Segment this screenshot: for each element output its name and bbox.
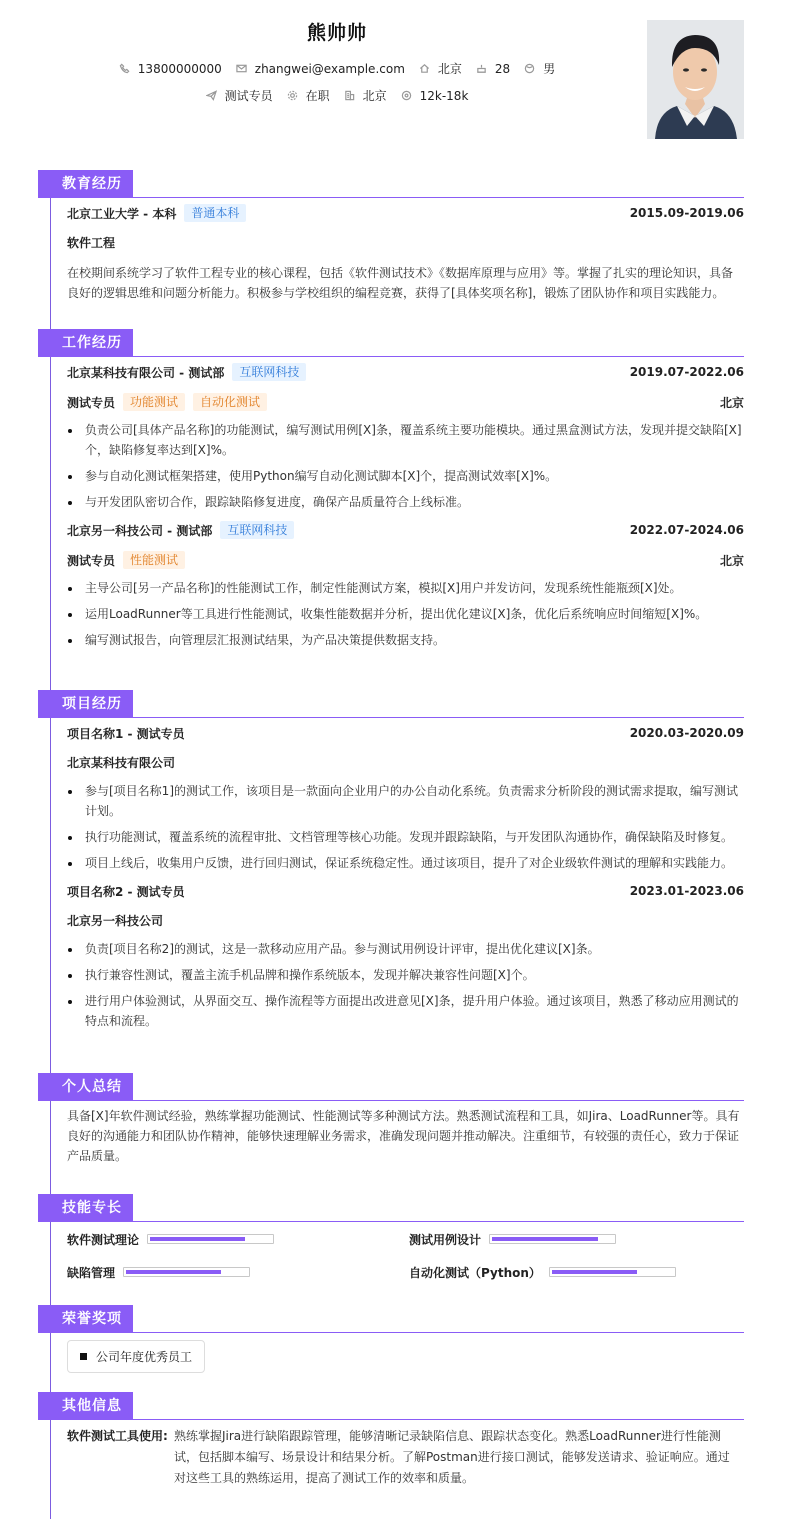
list-item: 运用LoadRunner等工具进行性能测试，收集性能数据并分析，提出优化建议[X]条，优化后系统响应时间缩短[X]%。 [67, 601, 744, 627]
project-name: 项目名称1 - 测试专员 [67, 726, 185, 741]
project-company: 北京另一科技公司 [67, 914, 164, 928]
section-header [38, 690, 744, 718]
section-divider [38, 197, 744, 198]
other-section [38, 1392, 744, 1489]
list-item: 执行兼容性测试，覆盖主流手机品牌和操作系统版本，发现并解决兼容性问题[X]个。 [67, 962, 744, 988]
city-text: 北京 [362, 89, 387, 103]
skills-section [38, 1194, 744, 1283]
section-header [38, 170, 744, 198]
skill-item [67, 1228, 409, 1250]
skill-bar [489, 1234, 616, 1244]
list-item: 项目上线后，收集用户反馈，进行回归测试，保证系统稳定性。通过该项目，提升了对企业级软件测试的理解和实践能力。 [67, 850, 744, 876]
skill-bar-fill [492, 1237, 598, 1241]
other-info-key: 软件测试工具使用: [67, 1429, 168, 1443]
contact-row [0, 60, 674, 77]
school-name: 北京工业大学 - 本科 [67, 206, 177, 221]
award-text: 公司年度优秀员工 [96, 1350, 193, 1364]
gender-info [524, 60, 555, 77]
project-name: 项目名称2 - 测试专员 [67, 884, 185, 899]
skill-bar-fill [552, 1270, 637, 1274]
skill-bar [549, 1267, 676, 1277]
list-item: 参与[项目名称1]的测试工作，该项目是一款面向企业用户的办公自动化系统。负责需求分析阶段的测试需求提取，编写测试计划。 [67, 778, 744, 824]
list-item: 编写测试报告，向管理层汇报测试结果，为产品决策提供数据支持。 [67, 627, 744, 653]
hometown-info [419, 60, 462, 77]
skill-item [67, 1261, 409, 1283]
square-bullet-icon [80, 1353, 87, 1360]
industry-tag: 互联网科技 [232, 363, 306, 381]
education-heading [67, 198, 744, 228]
project-duties [67, 936, 744, 1034]
project-period: 2023.01-2023.06 [629, 884, 744, 898]
job-role: 测试专员 [67, 395, 116, 410]
skill-name: 软件测试理论 [67, 1232, 140, 1247]
hometown-text: 北京 [437, 62, 462, 76]
section-title: 工作经历 [38, 329, 133, 357]
building-icon [344, 90, 355, 101]
skill-list [67, 1222, 744, 1283]
status-info [287, 87, 330, 104]
job-role: 测试专员 [67, 553, 116, 568]
job-role-row [67, 387, 744, 417]
section-title: 其他信息 [38, 1392, 133, 1420]
job-role-row [67, 545, 744, 575]
age-info [476, 62, 510, 76]
section-header [38, 1194, 744, 1222]
section-header [38, 329, 744, 357]
section-divider [38, 1332, 744, 1333]
section-header [38, 1392, 744, 1420]
home-icon [419, 63, 430, 74]
job-duties [67, 417, 744, 515]
education-section [38, 170, 744, 308]
job-intent-row [0, 87, 674, 104]
skill-tag: 性能测试 [123, 551, 185, 569]
projects-section [38, 690, 744, 1034]
project-heading [67, 876, 744, 906]
skill-item [409, 1261, 749, 1283]
cake-icon [476, 63, 487, 74]
section-title: 技能专长 [38, 1194, 133, 1222]
major-name: 软件工程 [67, 236, 116, 250]
city-info [344, 87, 387, 104]
skill-name: 缺陷管理 [67, 1265, 116, 1280]
job-city: 北京 [719, 553, 744, 568]
job-duties [67, 575, 744, 653]
list-item: 执行功能测试，覆盖系统的流程审批、文档管理等核心功能。发现并跟踪缺陷，与开发团队沟通协作，确保缺陷及时修复。 [67, 824, 744, 850]
skill-tag: 自动化测试 [193, 393, 267, 411]
section-divider [38, 356, 744, 357]
job-period: 2019.07-2022.06 [629, 365, 744, 379]
mail-icon [236, 63, 247, 74]
summary-section [38, 1073, 744, 1171]
project-period: 2020.03-2020.09 [629, 726, 744, 740]
position-info [206, 87, 273, 104]
section-header [38, 1305, 744, 1333]
list-item: 参与自动化测试框架搭建，使用Python编写自动化测试脚本[X]个，提高测试效率[X]%。 [67, 463, 744, 489]
list-item: 负责[项目名称2]的测试，这是一款移动应用产品。参与测试用例设计评审，提出优化建议[X]条。 [67, 936, 744, 962]
job-heading [67, 515, 744, 545]
gender-text: 男 [543, 62, 556, 76]
email-info [236, 62, 405, 76]
skill-name: 自动化测试（Python） [409, 1265, 541, 1280]
email-text: zhangwei@example.com [254, 61, 405, 76]
section-title: 教育经历 [38, 170, 133, 198]
summary-text: 具备[X]年软件测试经验，熟练掌握功能测试、性能测试等多种测试方法。熟悉测试流程和工具，如Jira、LoadRunner等。具有良好的沟通能力和团队协作精神，能够快速理解业务需求，准确发现问题并推动解决。注重细节，有较强的责任心，致力于保证产品质量。 [67, 1109, 740, 1163]
section-title: 项目经历 [38, 690, 133, 718]
project-heading [67, 718, 744, 748]
resume-header [0, 0, 794, 150]
gear-icon [287, 90, 298, 101]
section-title: 荣誉奖项 [38, 1305, 133, 1333]
skill-bar-fill [126, 1270, 221, 1274]
degree-tag: 普通本科 [184, 204, 246, 222]
gender-icon [524, 63, 535, 74]
industry-tag: 互联网科技 [220, 521, 294, 539]
skill-bar [123, 1267, 250, 1277]
list-item: 进行用户体验测试，从界面交互、操作流程等方面提出改进意见[X]条，提升用户体验。通过该项目，熟悉了移动应用测试的特点和流程。 [67, 988, 744, 1034]
work-section [38, 329, 744, 653]
phone-icon [119, 63, 130, 74]
section-header [38, 1073, 744, 1101]
project-duties [67, 778, 744, 876]
project-company: 北京某科技有限公司 [67, 756, 176, 770]
award-item [67, 1340, 205, 1373]
section-divider [38, 717, 744, 718]
coin-icon [401, 90, 412, 101]
other-info-value: 熟练掌握Jira进行缺陷跟踪管理，能够清晰记录缺陷信息、跟踪状态变化。熟悉LoadRunner进行性能测试，包括脚本编写、场景设计和结果分析。了解Postman进行接口测试，能够发送请求、验证响应。通过对这些工具的熟练运用，提高了测试工作的效率和质量。 [174, 1429, 730, 1485]
section-title: 个人总结 [38, 1073, 133, 1101]
education-period: 2015.09-2019.06 [629, 206, 744, 220]
section-divider [38, 1419, 744, 1420]
job-city: 北京 [719, 395, 744, 410]
position-text: 测试专员 [224, 89, 273, 103]
phone-text: 13800000000 [137, 61, 222, 76]
candidate-name: 熊帅帅 [306, 22, 367, 44]
skill-bar [147, 1234, 274, 1244]
age-text: 28 [494, 61, 511, 76]
skill-tag: 功能测试 [123, 393, 185, 411]
send-icon [206, 90, 217, 101]
section-divider [38, 1100, 744, 1101]
company-name: 北京另一科技公司 - 测试部 [67, 523, 213, 538]
salary-info [401, 89, 469, 103]
company-name: 北京某科技有限公司 - 测试部 [67, 365, 225, 380]
profile-photo [647, 20, 744, 139]
awards-section [38, 1305, 744, 1373]
list-item: 负责公司[具体产品名称]的功能测试，编写测试用例[X]条，覆盖系统主要功能模块。通过黑盒测试方法，发现并提交缺陷[X]个，缺陷修复率达到[X]%。 [67, 417, 744, 463]
list-item: 主导公司[另一产品名称]的性能测试工作，制定性能测试方案，模拟[X]用户并发访问，发现系统性能瓶颈[X]处。 [67, 575, 744, 601]
other-info-row [67, 1420, 744, 1489]
skill-bar-fill [150, 1237, 245, 1241]
education-desc: 在校期间系统学习了软件工程专业的核心课程，包括《软件测试技术》《数据库原理与应用》等。掌握了扎实的理论知识，具备良好的逻辑思维和问题分析能力。积极参与学校组织的编程竞赛，获得了[具体奖项名称]，锻炼了团队协作和项目实践能力。 [67, 266, 734, 300]
phone-info [119, 62, 222, 76]
section-divider [38, 1221, 744, 1222]
skill-name: 测试用例设计 [409, 1232, 482, 1247]
status-text: 在职 [305, 89, 330, 103]
salary-text: 12k-18k [419, 88, 469, 103]
job-period: 2022.07-2024.06 [629, 523, 744, 537]
job-heading [67, 357, 744, 387]
skill-item [409, 1228, 749, 1250]
list-item: 与开发团队密切合作，跟踪缺陷修复进度，确保产品质量符合上线标准。 [67, 489, 744, 515]
